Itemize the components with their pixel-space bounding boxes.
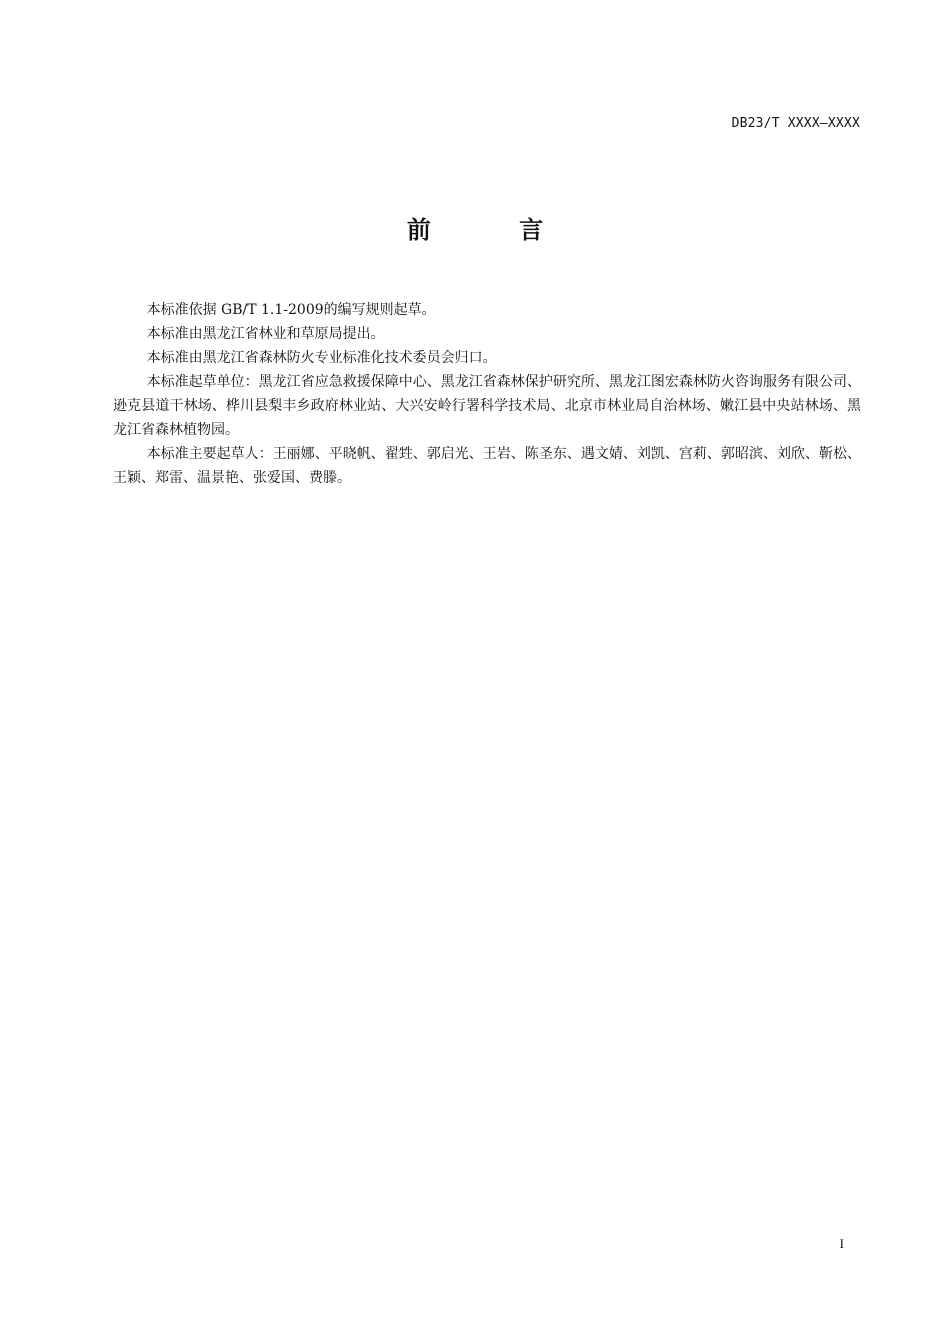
paragraph-drafting-units: 本标准起草单位：黑龙江省应急救援保障中心、黑龙江省森林保护研究所、黑龙江图宏森林防火咨询服务有限公司、逊克县道干林场、桦川县梨丰乡政府林业站、大兴安岭行署科学技术局、北京市林业局自治林场、嫩江县中央站林场、黑龙江省森林植物园。: [113, 374, 861, 438]
paragraph-proposer: 本标准由黑龙江省林业和草原局提出。: [146, 326, 385, 342]
paragraph-drafting-rules: 本标准依据 GB/T 1.1-2009的编写规则起草。: [146, 302, 436, 318]
paragraph-drafters: 本标准主要起草人：王丽娜、平晓帆、翟甡、郭启光、王岩、陈圣东、遇文婧、刘凯、宫莉、郭昭滨、刘欣、靳松、王颖、郑雷、温景艳、张爱国、费滕。: [113, 446, 861, 486]
document-code: DB23/T XXXX—XXXX: [731, 116, 860, 131]
page-title: 前 言: [406, 216, 584, 244]
foreword-body: [113, 298, 861, 490]
paragraph-centralized-unit: 本标准由黑龙江省森林防火专业标准化技术委员会归口。: [146, 350, 497, 366]
page-number: I: [839, 1236, 844, 1251]
